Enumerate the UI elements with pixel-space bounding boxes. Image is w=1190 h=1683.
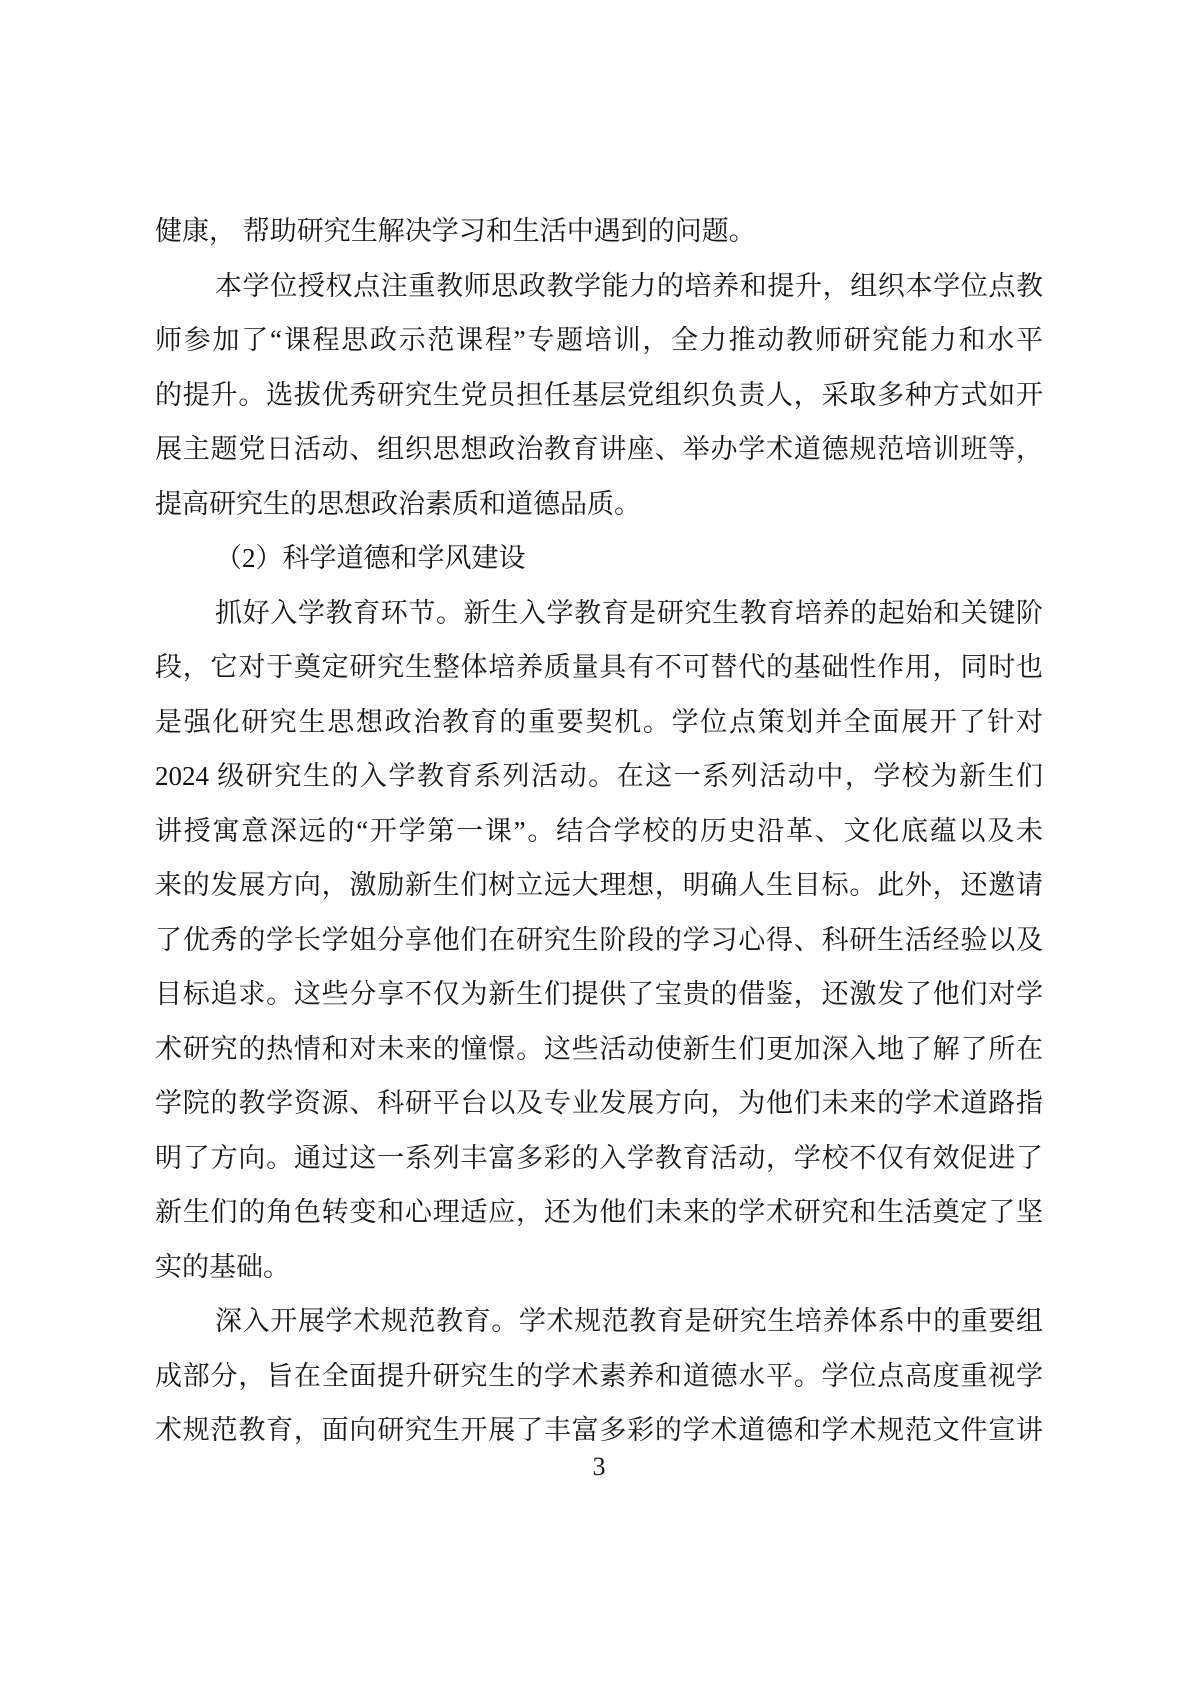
text-line: 学院的教学资源、科研平台以及专业发展方向，为他们未来的学术道路指 xyxy=(155,1088,1043,1118)
text-line: 深入开展学术规范教育。学术规范教育是研究生培养体系中的重要组 xyxy=(215,1306,1043,1336)
text-line: 术研究的热情和对未来的憧憬。这些活动使新生们更加深入地了解了所在 xyxy=(155,1033,1043,1064)
text-line: 展主题党日活动、组织思想政治教育讲座、举办学术道德规范培训班等， xyxy=(155,434,1043,464)
page-text xyxy=(155,204,1043,1458)
text-line: 提高研究生的思想政治素质和道德品质。 xyxy=(155,488,641,519)
text-line: （2）科学道德和学风建设 xyxy=(215,543,526,573)
text-line: 实的基础。 xyxy=(155,1251,290,1282)
text-line: 了优秀的学长学姐分享他们在研究生阶段的学习心得、科研生活经验以及 xyxy=(155,924,1043,955)
text-line: 段，它对于奠定研究生整体培养质量具有不可替代的基础性作用，同时也 xyxy=(155,652,1043,682)
text-line: 来的发展方向，激励新生们树立远大理想，明确人生目标。此外，还邀请 xyxy=(155,870,1043,900)
text-line: 明了方向。通过这一系列丰富多彩的入学教育活动，学校不仅有效促进了 xyxy=(155,1142,1043,1173)
text-line: 目标追求。这些分享不仅为新生们提供了宝贵的借鉴，还激发了他们对学 xyxy=(155,979,1043,1009)
page-number: 3 xyxy=(592,1452,606,1481)
text-line: 健康， 帮助研究生解决学习和生活中遇到的问题。 xyxy=(155,216,756,246)
text-line: 2024 级研究生的入学教育系列活动。在这一系列活动中，学校为新生们 xyxy=(155,761,1043,791)
text-line: 术规范教育，面向研究生开展了丰富多彩的学术道德和学术规范文件宣讲 xyxy=(155,1415,1043,1445)
text-line: 讲授寓意深远的“开学第一课”。结合学校的历史沿革、文化底蕴以及未 xyxy=(155,815,1043,846)
text-line: 师参加了“课程思政示范课程”专题培训，全力推动教师研究能力和水平 xyxy=(155,325,1043,355)
text-line: 的提升。选拔优秀研究生党员担任基层党组织负责人，采取多种方式如开 xyxy=(155,379,1043,410)
text-line: 是强化研究生思想政治教育的重要契机。学位点策划并全面展开了针对 xyxy=(155,706,1043,737)
text-line: 本学位授权点注重教师思政教学能力的培养和提升，组织本学位点教 xyxy=(215,270,1043,301)
text-line: 新生们的角色转变和心理适应，还为他们未来的学术研究和生活奠定了坚 xyxy=(155,1197,1043,1227)
text-line: 抓好入学教育环节。新生入学教育是研究生教育培养的起始和关键阶 xyxy=(215,597,1043,628)
text-line: 成部分，旨在全面提升研究生的学术素养和道德水平。学位点高度重视学 xyxy=(155,1360,1043,1391)
